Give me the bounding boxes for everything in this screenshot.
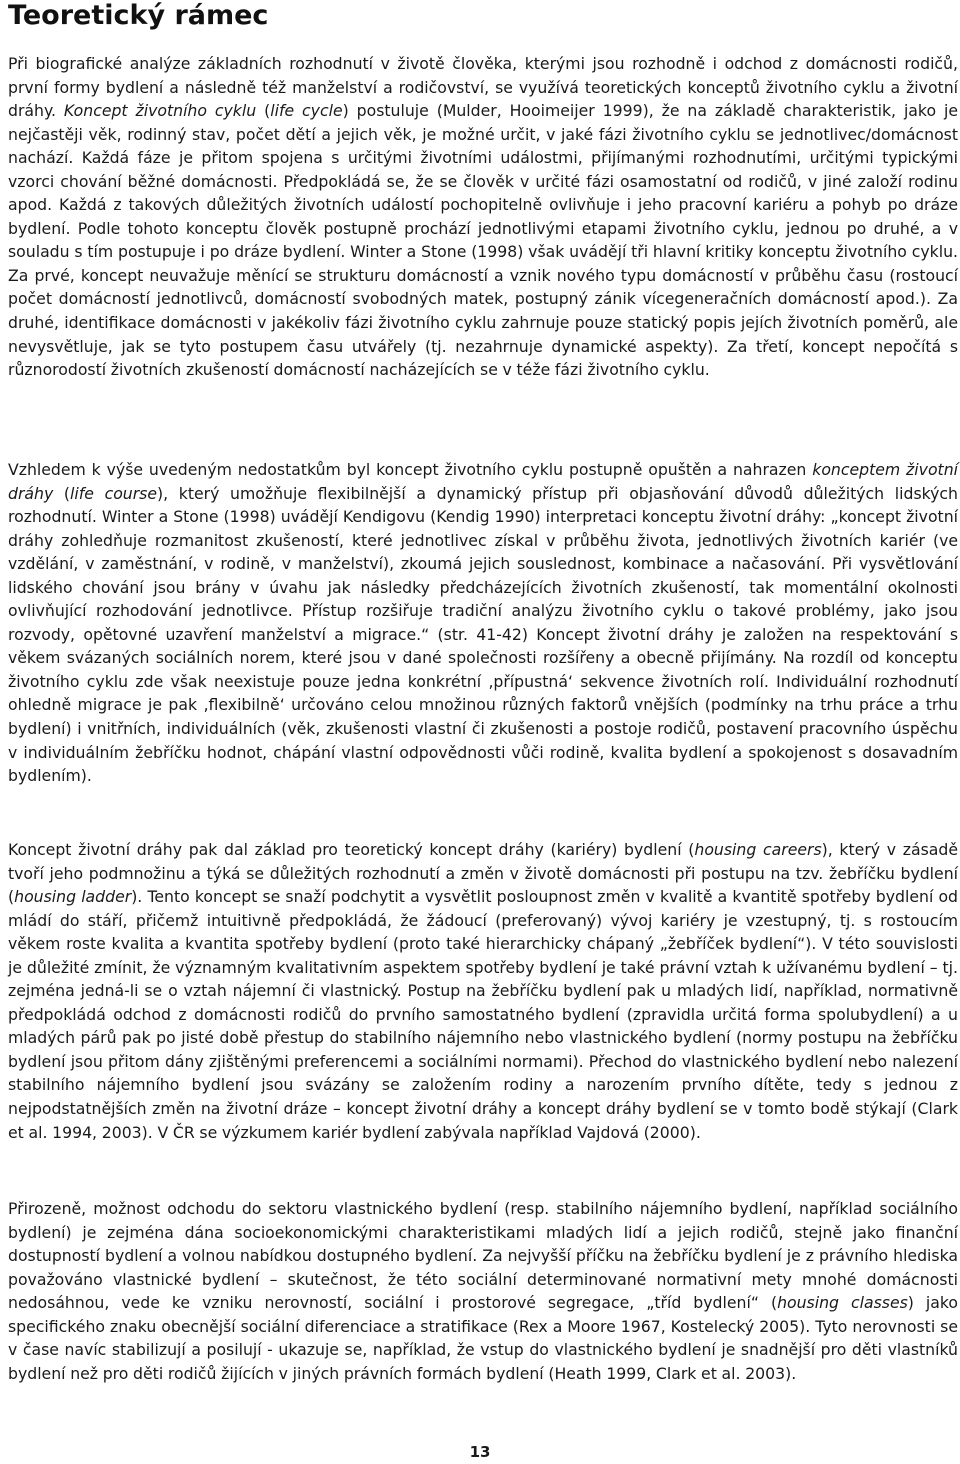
page-number: 13: [469, 1443, 491, 1461]
text-run: (: [53, 483, 71, 503]
text-run: ) jako specifického znaku obecnější sociální diferenciace a stratifikace (Rex a Moore 1967, Kostelecký 2005). Tyto nerovnosti se v čase navíc stabilizují a posilují - ukazuje se, například, že vstup do vlastnického bydlení je snadnější pro děti vlastníků bydlení než pro děti rodičů žijících v jiných právních formách bydlení (Heath 1999, Clark et al. 2003).: [8, 1293, 959, 1383]
text-run: Vzhledem k výše uvedeným nedostatkům byl koncept životního cyklu postupně opuštěn a nahrazen: [8, 460, 813, 479]
paragraph-life-course: [8, 458, 958, 788]
italic-term: life course: [70, 483, 158, 503]
section-heading: Teoretický rámec: [8, 0, 269, 31]
paragraph-life-cycle: [8, 52, 958, 382]
text-run: ), který umožňuje flexibilnější a dynamický přístup při objasňování důvodů důležitých lidských rozhodnutí. Winter a Stone (1998) uvádějí Kendigovu (Kendig 1990) interpretaci konceptu životní dráhy: „koncept životní dráhy zohledňuje rozmanitost zkušeností, které jednotlivec získal v průběhu života, jednotlivých životních kariér (ve vzdělání, v zaměstnání, v rodině, v manželství), zkoumá jejich souslednost, kombinace a načasování. Při vysvětlování lidského chování jsou brány v úvahu jak následky předcházejících životních zkušeností, tak momentální okolnosti ovlivňující rozhodování jednotlivce. Přístup rozšiřuje tradiční analýzu životního cyklu o takové problémy, jako jsou rozvody, opětovné uzavření manželství a migrace.“ (str. 41-42) Koncept životní dráhy je založen na respektování s věkem svázaných sociálních norem, které jsou v dané společnosti rozšířeny a obecně přijímány. Na rozdíl od konceptu životního cyklu zde však neexistuje pouze jedna konkrétní ‚přípustná‘ sekvence životních rolí. Individuální rozhodnutí ohledně migrace je pak ‚flexibilně‘ určováno celou množinou různých faktorů vnějších (podmínky na trhu práce a trhu bydlení) i vnitřních, individuálních (věk, zkušenosti vlastní či zkušenosti a postoje rodičů, postavení pracovního úspěchu v individuálním žebříčku hodnot, chápání vlastní odpovědnosti vůči rodině, kvalita bydlení a spokojenost s dosavadním bydlením).: [8, 483, 958, 786]
text-run: ) postuluje (Mulder, Hooimeijer 1999), že na základě charakteristik, jako je nejčastěji věk, rodinný stav, počet dětí a jejich věk, je možné určit, v jaké fázi životního cyklu se jednotlivec/domácnost nachází. Každá fáze je přitom spojena s určitými životními událostmi, přijímanými rozhodnutími, určitými typickými vzorci chování běžné domácnosti. Předpokládá se, že se člověk v určité fázi osamostatní od rodičů, v jiné založí rodinu apod. Každá z takových důležitých životních událostí pochopitelně ovlivňuje i jeho pracovní kariéru a pohyb po dráze bydlení. Podle tohoto konceptu člověk postupně prochází jednotlivými etapami životního cyklu, jednou po druhé, a v souladu s tím postupuje i po dráze bydlení. Winter a Stone (1998) však uvádějí tři hlavní kritiky konceptu životního cyklu. Za prvé, koncept neuvažuje měnící se strukturu domácností a vznik nového typu domácností v průběhu času (rostoucí počet domácností jednotlivců, domácností svobodných matek, postupný zánik vícegeneračních domácností apod.). Za druhé, identifikace domácnosti v jakékoliv fázi životního cyklu zahrnuje pouze statický popis jejích životních poměrů, ale nevysvětluje, jak se tyto postupem času utvářely (tj. nezahrnuje dynamické aspekty). Za třetí, koncept nepočítá s různorodostí životních zkušeností domácností nacházejících se v téže fázi životního cyklu.: [8, 101, 958, 380]
text-run: Koncept životní dráhy pak dal základ pro teoretický koncept dráhy (kariéry) bydlení (: [8, 840, 695, 859]
paragraph-ownership: [8, 1197, 958, 1385]
document-page: [8, 0, 959, 1383]
text-run: (: [256, 101, 271, 121]
paragraph-housing-careers: [8, 838, 958, 1144]
italic-term: konceptem životní dráhy: [8, 460, 958, 503]
text-run: Přirozeně, možnost odchodu do sektoru vlastnického bydlení (resp. stabilního nájemního bydlení, například sociálního bydlení) je zejména dána socioekonomickými charakteristikami mladých lidí a jejich rodičů, stejně jako finanční dostupností bydlení a volnou nabídkou dostupného bydlení. Za nejvyšší příčku na žebříčku bydlení je z právního hlediska považováno vlastnické bydlení – skutečnost, že této sociální determinované normativní mety mnohé domácnosti nedosáhnou, vede ke vzniku nerovností, sociální i prostorové segregace, „tříd bydlení“ (: [8, 1199, 958, 1313]
text-run: ). Tento koncept se snaží podchytit a vysvětlit posloupnost změn v kvalitě a kvantitě spotřeby bydlení od mládí do stáří, přičemž intuitivně předpokládá, že žádoucí (preferovaný) vývoj kariéry je vzestupný, tj. s rostoucím věkem roste kvalita a kvantita spotřeby bydlení (proto také hierarchicky chápaný „žebříček bydlení“). V této souvislosti je důležité zmínit, že významným kvalitativním aspektem spotřeby bydlení je také právní vztah k užívanému bydlení – tj. zejména jedná-li se o vztah nájemní či vlastnický. Postup na žebříčku bydlení pak u mladých lidí, například, normativně předpokládá odchod z domácnosti rodičů do prvního samostatného bydlení (zpravidla určitá forma spolubydlení) a u mladých párů pak po jisté době přestup do stabilního nájemního nebo vlastnického bydlení (normy postupu na žebříčku bydlení jsou přitom dány zjištěnými preferencemi a sociálními normami). Přechod do vlastnického bydlení nebo nalezení stabilního nájemního bydlení jsou svázány se založením rodiny a narozením prvního dítěte, tedy s jednou z nejpodstatnějších změn na životní dráze – koncept životní dráhy a koncept dráhy bydlení se v tomto bodě stýkají (Clark et al. 1994, 2003). V ČR se výzkumem kariér bydlení zabývala například Vajdová (2000).: [8, 887, 959, 1142]
italic-term: life cycle: [270, 101, 343, 121]
italic-term: housing careers: [694, 840, 822, 859]
italic-term: housing ladder: [14, 887, 132, 907]
italic-term: housing classes: [777, 1293, 908, 1313]
text-run: Při biografické analýze základních rozhodnutí v životě člověka, kterými jsou rozhodně i odchod z domácnosti rodičů, první formy bydlení a následně též manželství a rodičovství, se využívá teoretických konceptů životního cyklu a životní dráhy.: [8, 54, 958, 121]
italic-term: Koncept životního cyklu: [63, 101, 257, 121]
text-run: ), který v zásadě tvoří jeho podmnožinu a týká se důležitých rozhodnutí a změn v životě domácnosti při postupu na tzv. žebříčku bydlení (: [8, 840, 958, 907]
